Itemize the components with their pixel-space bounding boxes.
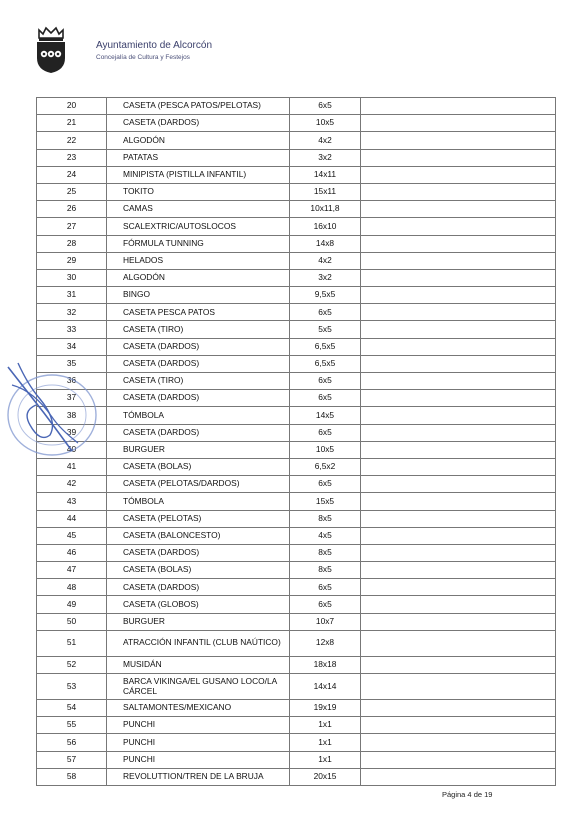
attraction-name: CASETA (DARDOS) bbox=[107, 355, 290, 372]
attraction-name: CASETA (DARDOS) bbox=[107, 544, 290, 561]
empty-cell bbox=[361, 544, 556, 561]
attraction-size: 3x2 bbox=[290, 149, 361, 166]
table-row bbox=[37, 562, 556, 579]
attraction-size: 18x18 bbox=[290, 656, 361, 673]
table-row bbox=[37, 527, 556, 544]
attraction-size: 6,5x5 bbox=[290, 338, 361, 355]
attraction-name: SALTAMONTES/MEXICANO bbox=[107, 700, 290, 717]
empty-cell bbox=[361, 373, 556, 390]
row-number: 57 bbox=[37, 751, 107, 768]
attraction-name: CASETA (PELOTAS/DARDOS) bbox=[107, 476, 290, 493]
attraction-size: 1x1 bbox=[290, 734, 361, 751]
row-number: 29 bbox=[37, 252, 107, 269]
attraction-name: CASETA (DARDOS) bbox=[107, 338, 290, 355]
table-row bbox=[37, 768, 556, 785]
attraction-size: 20x15 bbox=[290, 768, 361, 785]
empty-cell bbox=[361, 630, 556, 656]
empty-cell bbox=[361, 390, 556, 407]
attraction-size: 6x5 bbox=[290, 424, 361, 441]
row-number: 22 bbox=[37, 132, 107, 149]
attraction-name: ATRACCIÓN INFANTIL (CLUB NAÚTICO) bbox=[107, 630, 290, 656]
attraction-size: 15x11 bbox=[290, 183, 361, 200]
empty-cell bbox=[361, 493, 556, 510]
attraction-size: 12x8 bbox=[290, 630, 361, 656]
row-number: 50 bbox=[37, 613, 107, 630]
table-row bbox=[37, 579, 556, 596]
attraction-size: 6x5 bbox=[290, 98, 361, 115]
empty-cell bbox=[361, 458, 556, 475]
table-row bbox=[37, 510, 556, 527]
empty-cell bbox=[361, 149, 556, 166]
page-number: Página 4 de 19 bbox=[442, 790, 493, 799]
attraction-size: 3x2 bbox=[290, 269, 361, 286]
table-row bbox=[37, 269, 556, 286]
row-number: 43 bbox=[37, 493, 107, 510]
table-row bbox=[37, 493, 556, 510]
row-number: 41 bbox=[37, 458, 107, 475]
empty-cell bbox=[361, 579, 556, 596]
attraction-size: 10x5 bbox=[290, 115, 361, 132]
attraction-name: ALGODÓN bbox=[107, 132, 290, 149]
empty-cell bbox=[361, 768, 556, 785]
empty-cell bbox=[361, 235, 556, 252]
org-name: Ayuntamiento de Alcorcón bbox=[96, 40, 213, 51]
table-row bbox=[37, 656, 556, 673]
attraction-name: PUNCHI bbox=[107, 717, 290, 734]
empty-cell bbox=[361, 510, 556, 527]
empty-cell bbox=[361, 338, 556, 355]
row-number: 47 bbox=[37, 562, 107, 579]
attraction-name: BURGUER bbox=[107, 613, 290, 630]
attraction-name: CASETA PESCA PATOS bbox=[107, 304, 290, 321]
table-row bbox=[37, 218, 556, 235]
attraction-name: CASETA (BOLAS) bbox=[107, 458, 290, 475]
row-number: 26 bbox=[37, 201, 107, 218]
attraction-size: 14x11 bbox=[290, 166, 361, 183]
table-row bbox=[37, 252, 556, 269]
empty-cell bbox=[361, 700, 556, 717]
empty-cell bbox=[361, 734, 556, 751]
attraction-name: CASETA (PELOTAS) bbox=[107, 510, 290, 527]
table-row bbox=[37, 321, 556, 338]
attraction-name: CASETA (GLOBOS) bbox=[107, 596, 290, 613]
table-row bbox=[37, 115, 556, 132]
table-row bbox=[37, 132, 556, 149]
row-number: 20 bbox=[37, 98, 107, 115]
table-row bbox=[37, 458, 556, 475]
row-number: 28 bbox=[37, 235, 107, 252]
table-row bbox=[37, 751, 556, 768]
table-row bbox=[37, 149, 556, 166]
empty-cell bbox=[361, 717, 556, 734]
attraction-name: CAMAS bbox=[107, 201, 290, 218]
row-number: 31 bbox=[37, 287, 107, 304]
page-header bbox=[34, 24, 334, 84]
row-number: 24 bbox=[37, 166, 107, 183]
row-number: 30 bbox=[37, 269, 107, 286]
table-row bbox=[37, 166, 556, 183]
attraction-size: 9,5x5 bbox=[290, 287, 361, 304]
row-number: 45 bbox=[37, 527, 107, 544]
attraction-name: ALGODÓN bbox=[107, 269, 290, 286]
attraction-name: HELADOS bbox=[107, 252, 290, 269]
attraction-size: 6x5 bbox=[290, 579, 361, 596]
table-row bbox=[37, 476, 556, 493]
attraction-name: CASETA (TIRO) bbox=[107, 373, 290, 390]
row-number: 34 bbox=[37, 338, 107, 355]
table-row bbox=[37, 441, 556, 458]
table-row bbox=[37, 287, 556, 304]
attraction-name: CASETA (BOLAS) bbox=[107, 562, 290, 579]
row-number: 52 bbox=[37, 656, 107, 673]
empty-cell bbox=[361, 424, 556, 441]
row-number: 56 bbox=[37, 734, 107, 751]
table-row bbox=[37, 424, 556, 441]
row-number: 55 bbox=[37, 717, 107, 734]
table-row bbox=[37, 717, 556, 734]
empty-cell bbox=[361, 476, 556, 493]
table-row bbox=[37, 390, 556, 407]
row-number: 21 bbox=[37, 115, 107, 132]
attraction-name: CASETA (DARDOS) bbox=[107, 579, 290, 596]
row-number: 40 bbox=[37, 441, 107, 458]
empty-cell bbox=[361, 656, 556, 673]
org-subtitle: Concejalía de Cultura y Festejos bbox=[96, 54, 190, 61]
attraction-size: 6x5 bbox=[290, 373, 361, 390]
row-number: 46 bbox=[37, 544, 107, 561]
attraction-size: 6,5x2 bbox=[290, 458, 361, 475]
empty-cell bbox=[361, 527, 556, 544]
attraction-size: 1x1 bbox=[290, 717, 361, 734]
row-number: 54 bbox=[37, 700, 107, 717]
attraction-size: 8x5 bbox=[290, 544, 361, 561]
attraction-size: 10x11,8 bbox=[290, 201, 361, 218]
attraction-name: CASETA (TIRO) bbox=[107, 321, 290, 338]
empty-cell bbox=[361, 321, 556, 338]
empty-cell bbox=[361, 407, 556, 424]
attraction-name: REVOLUTTION/TREN DE LA BRUJA bbox=[107, 768, 290, 785]
table-row bbox=[37, 201, 556, 218]
attraction-name: BURGUER bbox=[107, 441, 290, 458]
empty-cell bbox=[361, 287, 556, 304]
attraction-size: 6,5x5 bbox=[290, 355, 361, 372]
row-number: 44 bbox=[37, 510, 107, 527]
empty-cell bbox=[361, 252, 556, 269]
attraction-name: PUNCHI bbox=[107, 734, 290, 751]
table-row bbox=[37, 355, 556, 372]
empty-cell bbox=[361, 201, 556, 218]
row-number: 27 bbox=[37, 218, 107, 235]
row-number: 51 bbox=[37, 630, 107, 656]
attraction-name: PATATAS bbox=[107, 149, 290, 166]
city-crest-logo bbox=[34, 26, 68, 74]
table-row bbox=[37, 674, 556, 700]
row-number: 49 bbox=[37, 596, 107, 613]
row-number: 53 bbox=[37, 674, 107, 700]
row-number: 35 bbox=[37, 355, 107, 372]
empty-cell bbox=[361, 166, 556, 183]
row-number: 42 bbox=[37, 476, 107, 493]
attraction-name: MINIPISTA (PISTILLA INFANTIL) bbox=[107, 166, 290, 183]
attraction-size: 4x5 bbox=[290, 527, 361, 544]
stalls-table bbox=[36, 97, 556, 786]
attraction-name: BINGO bbox=[107, 287, 290, 304]
empty-cell bbox=[361, 98, 556, 115]
attraction-name: CASETA (DARDOS) bbox=[107, 424, 290, 441]
table-row bbox=[37, 338, 556, 355]
table-row bbox=[37, 373, 556, 390]
attraction-name: FÓRMULA TUNNING bbox=[107, 235, 290, 252]
attraction-size: 5x5 bbox=[290, 321, 361, 338]
empty-cell bbox=[361, 115, 556, 132]
table-row bbox=[37, 544, 556, 561]
empty-cell bbox=[361, 562, 556, 579]
attraction-name: CASETA (PESCA PATOS/PELOTAS) bbox=[107, 98, 290, 115]
empty-cell bbox=[361, 132, 556, 149]
table-row bbox=[37, 304, 556, 321]
attraction-size: 16x10 bbox=[290, 218, 361, 235]
attraction-name: BARCA VIKINGA/EL GUSANO LOCO/LA CÁRCEL bbox=[107, 674, 290, 700]
table-row bbox=[37, 183, 556, 200]
attraction-size: 14x5 bbox=[290, 407, 361, 424]
attraction-name: SCALEXTRIC/AUTOSLOCOS bbox=[107, 218, 290, 235]
empty-cell bbox=[361, 183, 556, 200]
empty-cell bbox=[361, 304, 556, 321]
empty-cell bbox=[361, 674, 556, 700]
empty-cell bbox=[361, 613, 556, 630]
attraction-size: 8x5 bbox=[290, 510, 361, 527]
row-number: 36 bbox=[37, 373, 107, 390]
attraction-size: 10x7 bbox=[290, 613, 361, 630]
attraction-size: 14x14 bbox=[290, 674, 361, 700]
table-row bbox=[37, 596, 556, 613]
row-number: 33 bbox=[37, 321, 107, 338]
attraction-size: 6x5 bbox=[290, 476, 361, 493]
empty-cell bbox=[361, 218, 556, 235]
empty-cell bbox=[361, 441, 556, 458]
attraction-name: CASETA (DARDOS) bbox=[107, 115, 290, 132]
table-row bbox=[37, 407, 556, 424]
empty-cell bbox=[361, 269, 556, 286]
attraction-name: CASETA (BALONCESTO) bbox=[107, 527, 290, 544]
row-number: 58 bbox=[37, 768, 107, 785]
table-row bbox=[37, 734, 556, 751]
table-row bbox=[37, 235, 556, 252]
attraction-size: 6x5 bbox=[290, 390, 361, 407]
attraction-name: MUSIDÁN bbox=[107, 656, 290, 673]
attraction-size: 10x5 bbox=[290, 441, 361, 458]
attraction-size: 19x19 bbox=[290, 700, 361, 717]
empty-cell bbox=[361, 751, 556, 768]
attraction-name: TÓMBOLA bbox=[107, 493, 290, 510]
stalls-table-body bbox=[37, 98, 556, 786]
attraction-size: 8x5 bbox=[290, 562, 361, 579]
row-number: 38 bbox=[37, 407, 107, 424]
row-number: 48 bbox=[37, 579, 107, 596]
attraction-name: TOKITO bbox=[107, 183, 290, 200]
attraction-size: 6x5 bbox=[290, 304, 361, 321]
attraction-size: 14x8 bbox=[290, 235, 361, 252]
empty-cell bbox=[361, 355, 556, 372]
attraction-size: 6x5 bbox=[290, 596, 361, 613]
attraction-name: TÓMBOLA bbox=[107, 407, 290, 424]
row-number: 32 bbox=[37, 304, 107, 321]
empty-cell bbox=[361, 596, 556, 613]
attraction-name: PUNCHI bbox=[107, 751, 290, 768]
attraction-size: 4x2 bbox=[290, 132, 361, 149]
row-number: 23 bbox=[37, 149, 107, 166]
attraction-size: 1x1 bbox=[290, 751, 361, 768]
attraction-size: 15x5 bbox=[290, 493, 361, 510]
attraction-name: CASETA (DARDOS) bbox=[107, 390, 290, 407]
table-row bbox=[37, 700, 556, 717]
table-row bbox=[37, 98, 556, 115]
row-number: 25 bbox=[37, 183, 107, 200]
stalls-table-container bbox=[36, 97, 555, 786]
row-number: 37 bbox=[37, 390, 107, 407]
table-row bbox=[37, 630, 556, 656]
table-row bbox=[37, 613, 556, 630]
attraction-size: 4x2 bbox=[290, 252, 361, 269]
row-number: 39 bbox=[37, 424, 107, 441]
